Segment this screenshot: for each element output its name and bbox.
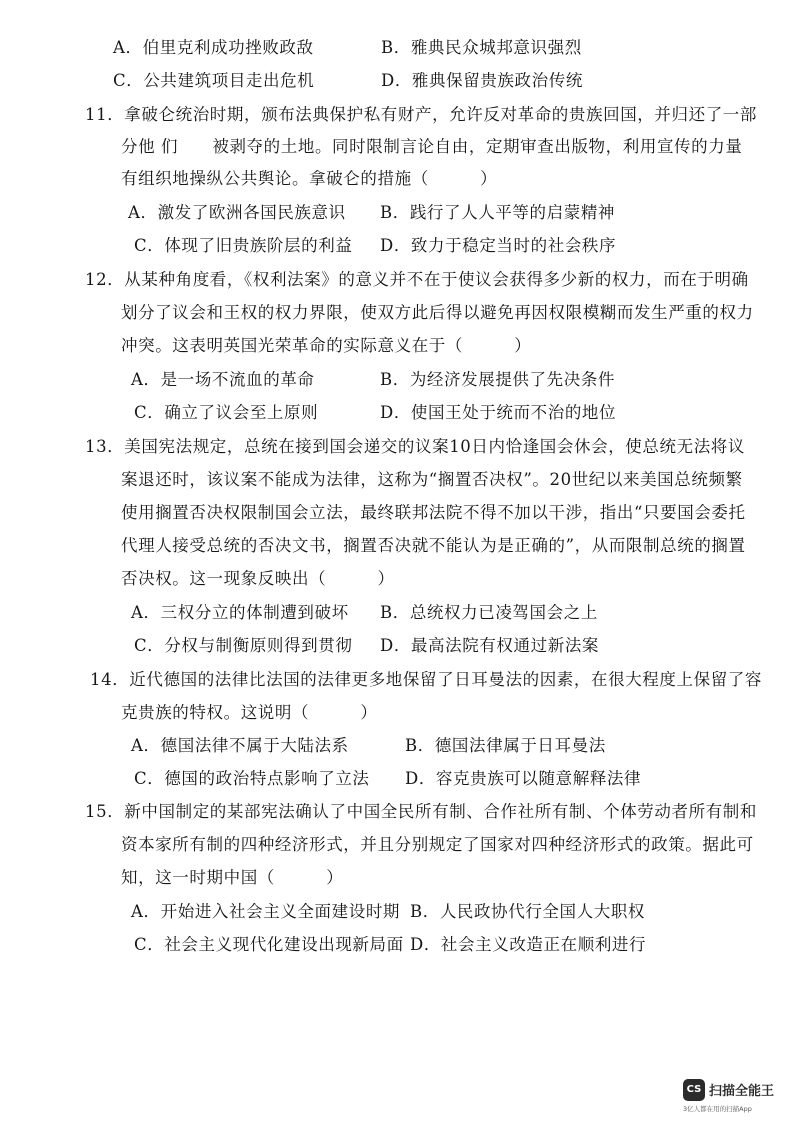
q13-line-3: 使用搁置否决权限制国会立法，最终联邦法院不得不加以干涉，指出“只要国会委托: [121, 503, 746, 522]
q11-option-c: C．体现了旧贵族阶层的利益: [134, 236, 353, 255]
q12-option-d: D．使国王处于统而不治的地位: [380, 403, 617, 422]
q15-option-b: B．人民政协代行全国人大职权: [410, 902, 646, 921]
q12-option-c: C．确立了议会至上原则: [134, 403, 319, 422]
q10-option-a: A．伯里克利成功挫败政敌: [113, 38, 314, 57]
q14-option-a: A．德国法律不属于大陆法系: [131, 736, 349, 755]
q12-line-3: 冲突。这表明英国光荣革命的实际意义在于（ ）: [121, 336, 532, 355]
q15-line-1: 15．新中国制定的某部宪法确认了中国全民所有制、合作社所有制、个体劳动者所有制和: [85, 802, 757, 821]
q13-option-d: D．最高法院有权通过新法案: [380, 636, 600, 655]
q14-line-2: 克贵族的特权。这说明（ ）: [121, 703, 378, 722]
q10-option-d: D．雅典保留贵族政治传统: [381, 71, 583, 90]
q11-option-a: A．激发了欧洲各国民族意识: [128, 203, 346, 222]
q11-line-2: 分他 们 被剥夺的土地。同时限制言论自由，定期审查出版物，利用宣传的力量: [121, 137, 743, 156]
q15-option-d: D．社会主义改造正在顺利进行: [410, 935, 647, 954]
q13-line-1: 13．美国宪法规定，总统在接到国会递交的议案10日内恰逢国会休会，使总统无法将议: [85, 437, 745, 456]
q11-option-d: D．致力于稳定当时的社会秩序: [380, 236, 617, 255]
q12-line-2: 划分了议会和王权的权力界限，使双方此后得以避免再因权限模糊而发生严重的权力: [121, 303, 754, 322]
q13-line-2: 案退还时，该议案不能成为法律，这称为“搁置否决权”。20世纪以来美国总统频繁: [121, 470, 743, 489]
q13-option-c: C．分权与制衡原则得到贯彻: [134, 636, 353, 655]
q12-option-a: A．是一场不流血的革命: [131, 370, 315, 389]
q11-line-3: 有组织地操纵公共舆论。拿破仑的措施（ ）: [121, 169, 498, 188]
q10-option-b: B．雅典民众城邦意识强烈: [381, 38, 582, 57]
watermark-tagline: 3亿人都在用的扫描App: [683, 1105, 752, 1113]
camscanner-logo-icon: CS: [683, 1079, 705, 1101]
q15-option-c: C．社会主义现代化建设出现新局面: [134, 935, 404, 954]
watermark-app-name: 扫描全能王: [709, 1084, 775, 1099]
q15-line-3: 知，这一时期中国（ ）: [121, 868, 344, 887]
q13-option-a: A．三权分立的体制遭到破坏: [131, 603, 349, 622]
q11-option-b: B．践行了人人平等的启蒙精神: [380, 203, 616, 222]
q14-option-c: C．德国的政治特点影响了立法: [134, 769, 370, 788]
q15-line-2: 资本家所有制的四种经济形式，并且分别规定了国家对四种经济形式的政策。据此可: [121, 835, 754, 854]
q13-option-b: B．总统权力已凌驾国会之上: [380, 603, 598, 622]
q14-option-b: B．德国法律属于日耳曼法: [405, 736, 606, 755]
q14-line-1: 14．近代德国的法律比法国的法律更多地保留了日耳曼法的因素，在很大程度上保留了容: [90, 670, 762, 689]
scanner-watermark: [683, 1079, 783, 1117]
q12-line-1: 12．从某种角度看，《权利法案》的意义并不在于使议会获得多少新的权力，而在于明确: [85, 270, 749, 289]
q13-line-5: 否决权。这一现象反映出（ ）: [121, 569, 395, 588]
q13-line-4: 代理人接受总统的否决文书，搁置否决就不能认为是正确的”，从而限制总统的搁置: [121, 536, 746, 555]
q15-option-a: A．开始进入社会主义全面建设时期: [131, 902, 401, 921]
q10-option-c: C．公共建筑项目走出危机: [113, 71, 315, 90]
q12-option-b: B．为经济发展提供了先决条件: [380, 370, 616, 389]
q14-option-d: D．容克贵族可以随意解释法律: [405, 769, 642, 788]
q11-line-1: 11．拿破仑统治时期，颁布法典保护私有财产，允许反对革命的贵族回国，并归还了一部: [85, 105, 757, 124]
